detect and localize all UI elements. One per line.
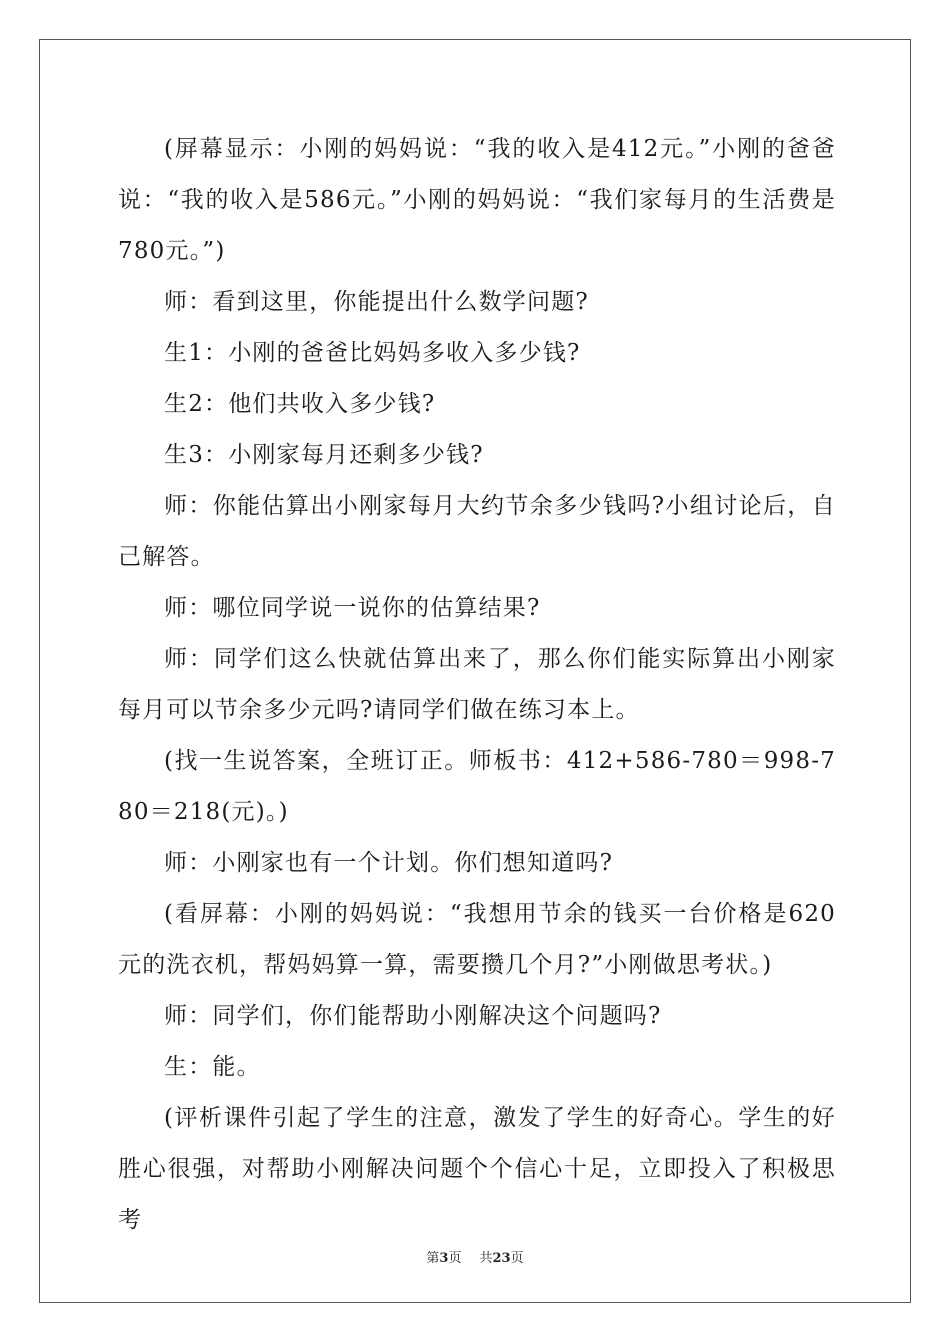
paragraph: (看屏幕：小刚的妈妈说：“我想用节余的钱买一台价格是620元的洗衣机，帮妈妈算一算，需要攒几个月?”小刚做思考状。)	[118, 901, 836, 978]
paragraph: (屏幕显示：小刚的妈妈说：“我的收入是412元。”小刚的爸爸说：“我的收入是586元。”小刚的妈妈说：“我们家每月的生活费是780元。”)	[118, 136, 836, 264]
paragraph: 师：你能估算出小刚家每月大约节余多少钱吗?小组讨论后，自己解答。	[118, 493, 836, 570]
footer-total-suffix: 页	[510, 1251, 524, 1266]
page-footer	[0, 1247, 950, 1266]
document-body	[118, 124, 836, 1246]
paragraph: 师：同学们这么快就估算出来了，那么你们能实际算出小刚家每月可以节余多少元吗?请同学们做在练习本上。	[118, 646, 836, 723]
current-page-number: 3	[439, 1251, 449, 1266]
paragraph: 师：同学们，你们能帮助小刚解决这个问题吗?	[164, 1003, 662, 1029]
paragraph: 生：能。	[164, 1054, 261, 1080]
footer-prefix: 第	[426, 1251, 440, 1266]
paragraph: (找一生说答案，全班订正。师板书：412+586-780＝998-780＝218(元)。)	[118, 748, 836, 825]
paragraph: 生2：他们共收入多少钱?	[164, 391, 436, 417]
paragraph: 生1：小刚的爸爸比妈妈多收入多少钱?	[164, 340, 581, 366]
total-pages-number: 23	[492, 1251, 511, 1266]
paragraph: 师：看到这里，你能提出什么数学问题?	[164, 289, 589, 315]
paragraph: 师：小刚家也有一个计划。你们想知道吗?	[164, 850, 614, 876]
footer-total-prefix: 共	[479, 1251, 493, 1266]
paragraph: 师：哪位同学说一说你的估算结果?	[164, 595, 541, 621]
paragraph: (评析课件引起了学生的注意，激发了学生的好奇心。学生的好胜心很强，对帮助小刚解决问题个个信心十足，立即投入了积极思考	[118, 1105, 836, 1233]
footer-page-suffix: 页	[448, 1251, 462, 1266]
paragraph: 生3：小刚家每月还剩多少钱?	[164, 442, 484, 468]
